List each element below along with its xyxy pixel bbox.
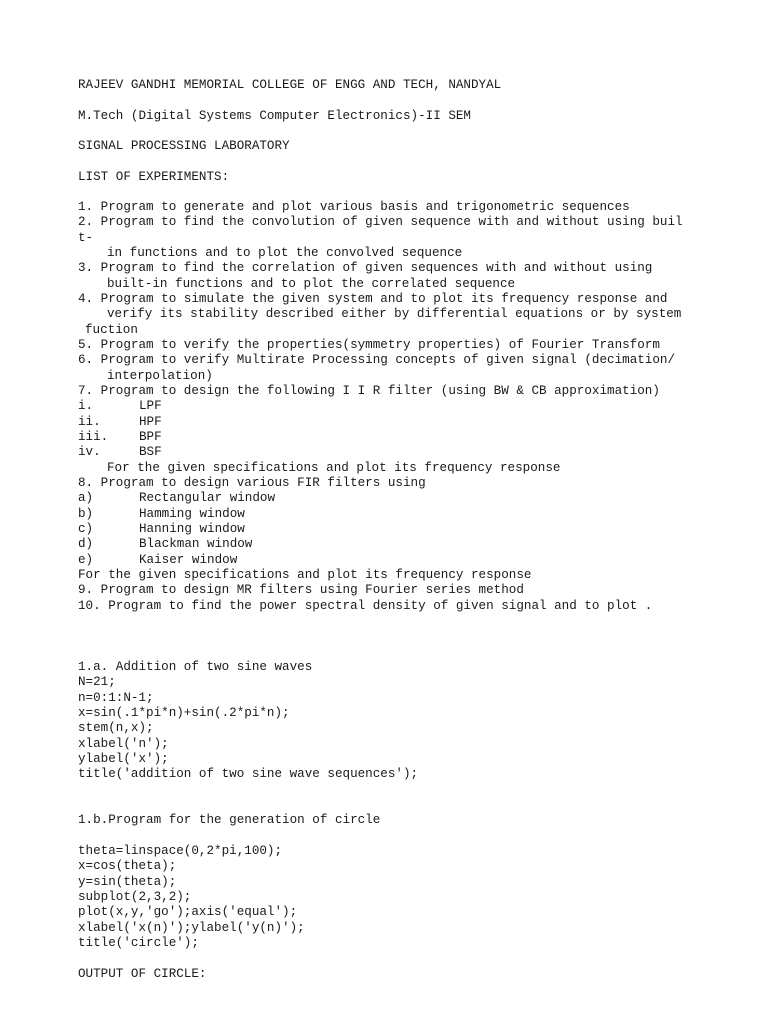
code-line: xlabel('n'); xyxy=(78,737,169,751)
fir-item-blackman: Blackman window xyxy=(139,537,253,551)
experiment-10: 10. Program to find the power spectral density of given signal and to plot . xyxy=(78,599,653,613)
experiment-4-line-3: fuction xyxy=(85,323,138,337)
iir-marker-hpf: ii. xyxy=(78,415,101,429)
iir-item-bsf: BSF xyxy=(139,445,162,459)
experiment-2-line-1: 2. Program to find the convolution of given sequence with and without using buil xyxy=(78,215,683,229)
code-line: subplot(2,3,2); xyxy=(78,890,192,904)
college-name: RAJEEV GANDHI MEMORIAL COLLEGE OF ENGG AND TECH, NANDYAL xyxy=(78,78,502,92)
code-line: n=0:1:N-1; xyxy=(78,691,154,705)
program-1b-title: 1.b.Program for the generation of circle xyxy=(78,813,381,827)
experiment-2-line-3: in functions and to plot the convolved sequence xyxy=(107,246,463,260)
fir-item-rectangular: Rectangular window xyxy=(139,491,276,505)
iir-marker-lpf: i. xyxy=(78,399,94,413)
experiment-3-line-1: 3. Program to find the correlation of given sequences with and without using xyxy=(78,261,653,275)
iir-item-hpf: HPF xyxy=(139,415,162,429)
iir-item-bpf: BPF xyxy=(139,430,162,444)
experiment-4-line-2: verify its stability described either by differential equations or by system xyxy=(107,307,682,321)
iir-marker-bpf: iii. xyxy=(78,430,109,444)
iir-marker-bsf: iv. xyxy=(78,445,101,459)
experiment-9: 9. Program to design MR filters using Fourier series method xyxy=(78,583,524,597)
output-heading: OUTPUT OF CIRCLE: xyxy=(78,967,207,981)
fir-marker-hamming: b) xyxy=(78,507,94,521)
experiment-4-line-1: 4. Program to simulate the given system and to plot its frequency response and xyxy=(78,292,668,306)
lab-title: SIGNAL PROCESSING LABORATORY xyxy=(78,139,290,153)
experiment-6-line-2: interpolation) xyxy=(107,369,213,383)
code-line: x=sin(.1*pi*n)+sin(.2*pi*n); xyxy=(78,706,290,720)
code-line: xlabel('x(n)');ylabel('y(n)'); xyxy=(78,921,305,935)
experiment-8: 8. Program to design various FIR filters using xyxy=(78,476,426,490)
code-line: x=cos(theta); xyxy=(78,859,177,873)
experiment-5: 5. Program to verify the properties(symmetry properties) of Fourier Transform xyxy=(78,338,660,352)
experiment-2-line-2: t- xyxy=(78,231,94,245)
code-line: ylabel('x'); xyxy=(78,752,169,766)
experiment-6-line-1: 6. Program to verify Multirate Processing concepts of given signal (decimation/ xyxy=(78,353,676,367)
course-title: M.Tech (Digital Systems Computer Electronics)-II SEM xyxy=(78,109,471,123)
code-line: N=21; xyxy=(78,675,116,689)
code-line: y=sin(theta); xyxy=(78,875,177,889)
code-line: title('addition of two sine wave sequences'); xyxy=(78,767,419,781)
list-heading: LIST OF EXPERIMENTS: xyxy=(78,170,230,184)
experiment-7-spec: For the given specifications and plot its frequency response xyxy=(107,461,561,475)
fir-item-hanning: Hanning window xyxy=(139,522,245,536)
fir-marker-blackman: d) xyxy=(78,537,94,551)
iir-item-lpf: LPF xyxy=(139,399,162,413)
experiment-1: 1. Program to generate and plot various basis and trigonometric sequences xyxy=(78,200,630,214)
code-line: stem(n,x); xyxy=(78,721,154,735)
experiment-8-spec: For the given specifications and plot its frequency response xyxy=(78,568,532,582)
experiment-7: 7. Program to design the following I I R filter (using BW & CB approximation) xyxy=(78,384,660,398)
code-line: theta=linspace(0,2*pi,100); xyxy=(78,844,283,858)
fir-marker-hanning: c) xyxy=(78,522,94,536)
code-line: title('circle'); xyxy=(78,936,199,950)
fir-marker-kaiser: e) xyxy=(78,553,94,567)
fir-item-kaiser: Kaiser window xyxy=(139,553,238,567)
fir-item-hamming: Hamming window xyxy=(139,507,245,521)
fir-marker-rectangular: a) xyxy=(78,491,94,505)
experiment-3-line-2: built-in functions and to plot the correlated sequence xyxy=(107,277,516,291)
code-line: plot(x,y,'go');axis('equal'); xyxy=(78,905,298,919)
program-1a-title: 1.a. Addition of two sine waves xyxy=(78,660,313,674)
